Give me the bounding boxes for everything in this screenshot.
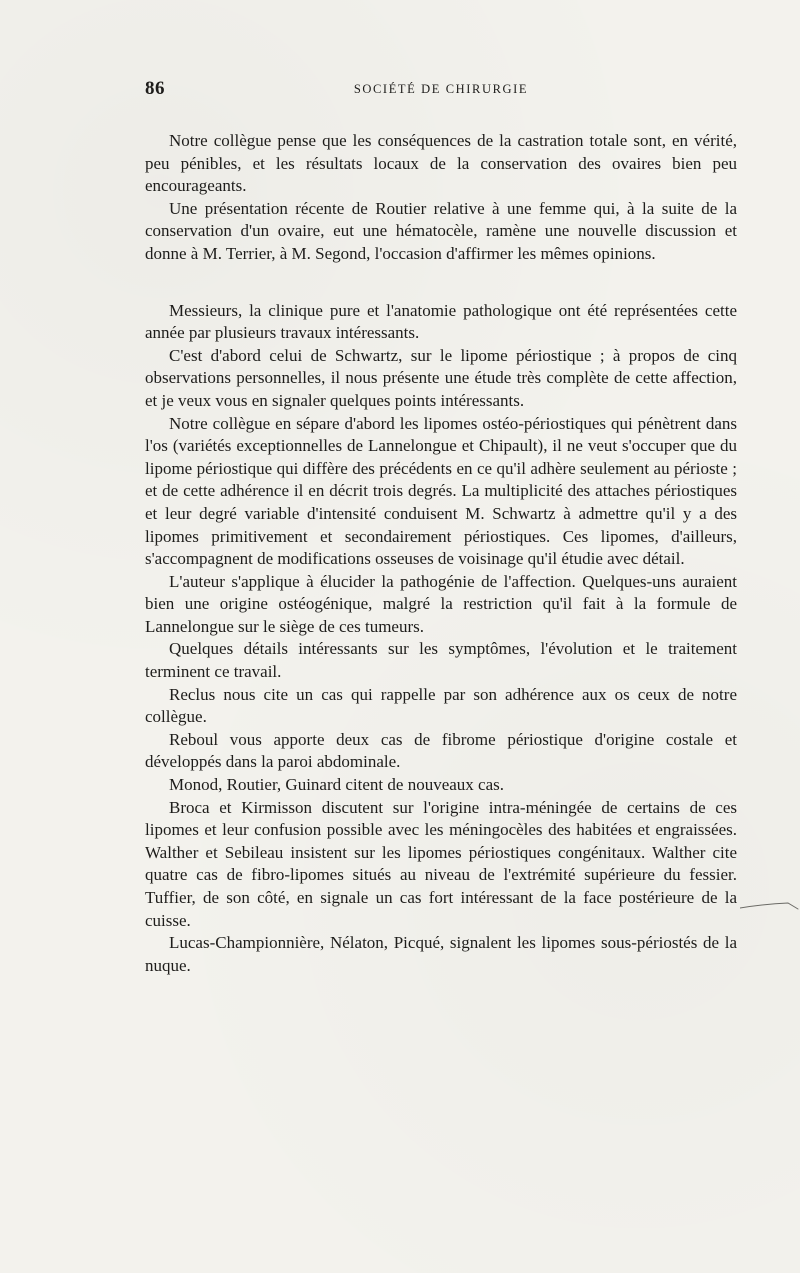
paragraph: Broca et Kirmisson discutent sur l'origine intra-méningée de certains de ces lipomes et leur confusion possible avec les méningocèles des habitées et engraissées. Walther et Sebileau insistent sur les lipomes périostiques congénitaux. Walther cite quatre cas de fibro-lipomes situés au niveau de l'extrémité supérieure du fessier. Tuffier, de son côté, en signale un cas fort intéressant de la face postérieure de la cuisse. xyxy=(145,797,737,930)
running-head: SOCIÉTÉ DE CHIRURGIE xyxy=(353,82,529,96)
paragraph: Quelques détails intéressants sur les symptômes, l'évolution et le traitement terminent ce travail. xyxy=(145,639,737,682)
paragraph: Messieurs, la clinique pure et l'anatomie pathologique ont été représentées cette année par plusieurs travaux intéressants. xyxy=(145,300,737,343)
section-gap xyxy=(145,266,737,300)
paragraph: Lucas-Championnière, Nélaton, Picqué, signalent les lipomes sous-périostés de la nuque. xyxy=(145,933,737,975)
paragraph: Monod, Routier, Guinard citent de nouveaux cas. xyxy=(169,775,504,795)
body-text xyxy=(145,130,737,977)
page-header xyxy=(145,78,737,102)
paragraph: Reboul vous apporte deux cas de fibrome périostique d'origine costale et développés dans la paroi abdominale. xyxy=(145,729,737,772)
paragraph: Notre collègue en sépare d'abord les lipomes ostéo-périostiques qui pénètrent dans l'os (variétés exceptionnelles de Lannelongue et Chipault), il ne veut s'occuper que du lipome périostique qui diffère des précédents en ce qu'il adhère seulement au périoste ; et de cette adhérence il en décrit trois degrés. La multiplicité des attaches périostiques et leur degré variable d'intensité conduisent M. Schwartz à admettre qu'il y a des lipomes primitivement et secondairement périostiques. Ces lipomes, d'ailleurs, s'accompagnent de modifications osseuses de voisinage qu'il étudie avec détail. xyxy=(145,413,737,569)
page-number: 86 xyxy=(145,78,165,99)
paragraph: C'est d'abord celui de Schwartz, sur le lipome périostique ; à propos de cinq observations personnelles, il nous présente une étude très complète de cette affection, et je veux vous en signaler quelques points intéressants. xyxy=(145,345,737,410)
margin-pen-stroke xyxy=(740,902,800,910)
paragraph: Notre collègue pense que les conséquences de la castration totale sont, en vérité, peu pénibles, et les résultats locaux de la conservation des ovaires bien peu encourageants. xyxy=(145,131,737,196)
paragraph: Une présentation récente de Routier relative à une femme qui, à la suite de la conservation d'un ovaire, eut une hématocèle, ramène une nouvelle discussion et donne à M. Terrier, à M. Segond, l'occasion d'affirmer les mêmes opinions. xyxy=(145,198,737,263)
paragraph: L'auteur s'applique à élucider la pathogénie de l'affection. Quelques-uns auraient bien une origine ostéogénique, malgré la restriction qu'il fait à la formule de Lannelongue sur le siège de ces tumeurs. xyxy=(145,571,737,636)
paragraph: Reclus nous cite un cas qui rappelle par son adhérence aux os ceux de notre collègue. xyxy=(145,684,737,727)
